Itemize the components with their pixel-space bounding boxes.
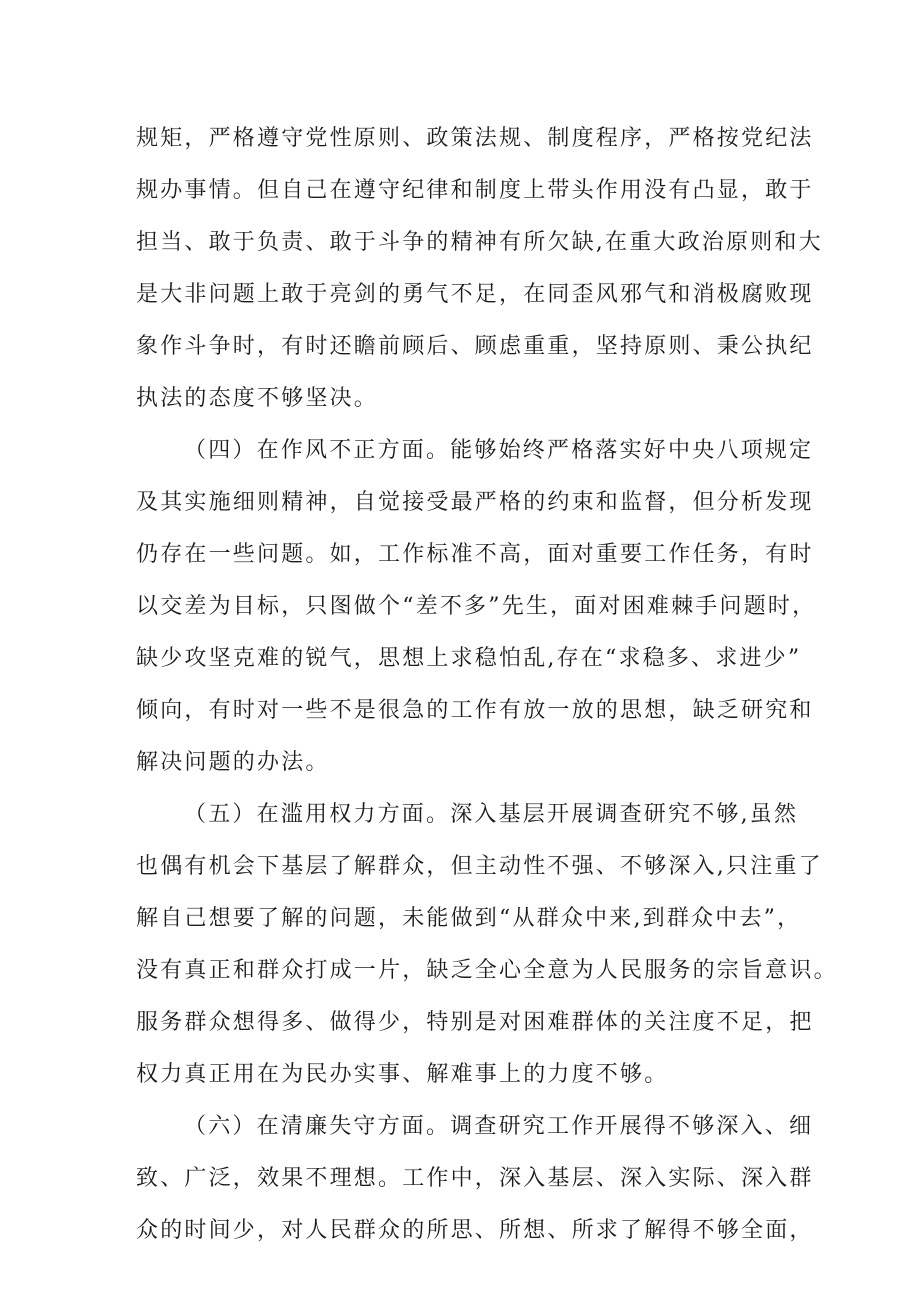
text-line: 致、广泛，效果不理想。工作中，深入基层、深入实际、深入群 — [136, 1166, 814, 1191]
text-line: （五）在滥用权力方面。深入基层开展调查研究不够,虽然 — [184, 802, 799, 827]
text-line: （六）在清廉失守方面。调查研究工作开展得不够深入、细 — [184, 1114, 814, 1139]
text-line: 执法的态度不够坚决。 — [136, 386, 379, 411]
text-line: 规办事情。但自己在遵守纪律和制度上带头作用没有凸显，敢于 — [136, 178, 814, 203]
text-line: 也偶有机会下基层了解群众，但主动性不强、不够深入,只注重了 — [136, 854, 823, 879]
paragraph-section-4 — [136, 425, 817, 789]
text-line: 权力真正用在为民办实事、解难事上的力度不够。 — [136, 1062, 669, 1087]
text-line: 众的时间少，对人民群众的所思、所想、所求了解得不够全面， — [136, 1218, 814, 1243]
text-line: 缺少攻坚克难的锐气，思想上求稳怕乱,存在“求稳多、求进少” — [136, 646, 802, 671]
text-line: 倾向，有时对一些不是很急的工作有放一放的思想，缺乏研究和 — [136, 698, 814, 723]
text-line: 是大非问题上敢于亮剑的勇气不足，在同歪风邪气和消极腐败现 — [136, 282, 814, 307]
text-line: 解决问题的办法。 — [136, 750, 330, 775]
text-line: 以交差为目标，只图做个“差不多”先生，面对困难棘手问题时， — [136, 594, 817, 619]
paragraph-section-6 — [136, 1101, 814, 1257]
text-line: 仍存在一些问题。如，工作标准不高，面对重要工作任务，有时 — [136, 542, 814, 567]
text-line: 解自己想要了解的问题，未能做到“从群众中来,到群众中去”， — [136, 906, 802, 931]
text-line: 没有真正和群众打成一片，缺乏全心全意为人民服务的宗旨意识。 — [136, 958, 838, 983]
text-line: （四）在作风不正方面。能够始终严格落实好中央八项规定 — [184, 438, 814, 463]
paragraph-continuation — [136, 113, 823, 425]
paragraph-section-5 — [136, 789, 838, 1101]
text-line: 规矩，严格遵守党性原则、政策法规、制度程序，严格按党纪法 — [136, 126, 814, 151]
text-line: 服务群众想得多、做得少，特别是对困难群体的关注度不足，把 — [136, 1010, 814, 1035]
text-line: 象作斗争时，有时还瞻前顾后、顾虑重重，坚持原则、秉公执纪 — [136, 334, 814, 359]
text-line: 担当、敢于负责、敢于斗争的精神有所欠缺,在重大政治原则和大 — [136, 230, 823, 255]
text-line: 及其实施细则精神，自觉接受最严格的约束和监督，但分析发现 — [136, 490, 814, 515]
document-body — [136, 113, 838, 1257]
